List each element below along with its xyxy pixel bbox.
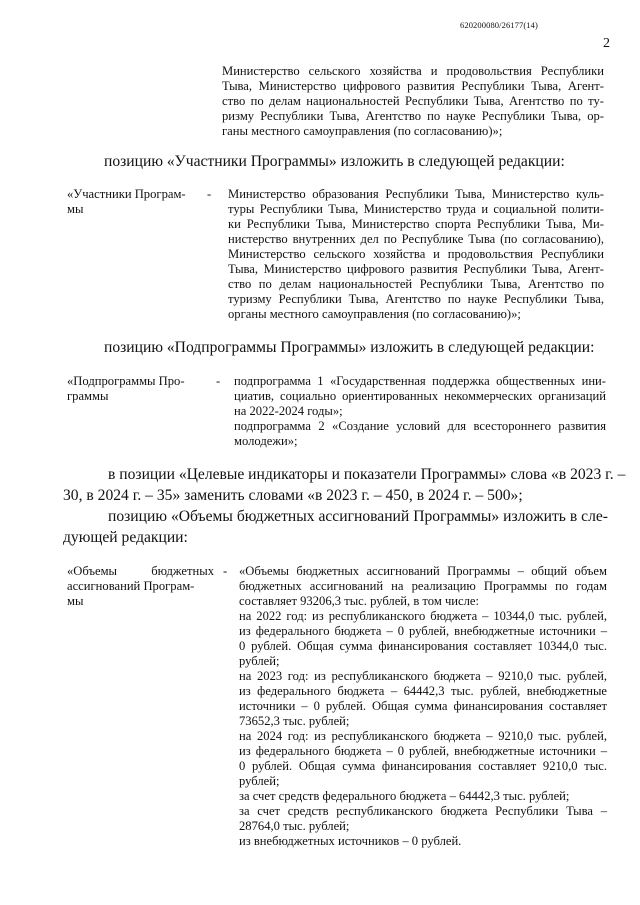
paragraph-indicators-line-1: в позиции «Целевые индикаторы и показатели Программы» слова «в 2023 г. – [108,466,626,483]
block1-line-5: ганы местного самоуправления (по согласованию)»; [222,124,503,138]
budget-line-13: из федерального бюджета – 0 рублей, внебюджетные источники – [239,744,607,758]
subprograms-label-line-2: граммы [67,389,109,403]
subprograms-dash: - [216,374,221,388]
subprograms-line-5: молодежи»; [234,434,298,448]
participants-line-3: ки Республики Тыва, Министерство спорта Республики Тыва, Ми- [228,217,604,231]
participants-label-line-2: мы [67,202,84,216]
budget-line-10: источники – 0 рублей. Общая сумма финансирования составляет [239,699,607,713]
subprograms-label-line-1: «Подпрограммы Про- [67,374,185,388]
budget-label-line-3: мы [67,594,84,608]
participants-line-8: туризму Республики Тыва, Агентство по науке Республики Тыва, [228,292,604,306]
document-number: 620200080/26177(14) [460,20,538,30]
subprograms-line-2: циатив, социально ориентированных некоммерческих организаций [234,389,606,403]
budget-line-18: 28764,0 тыс. рублей; [239,819,350,833]
participants-line-7: ство по делам национальностей Республики Тыва, Агентство по [228,277,604,291]
subprograms-line-4: подпрограмма 2 «Создание условий для всестороннего развития [234,419,606,433]
budget-line-9: из федерального бюджета – 64442,3 тыс. рублей, внебюджетные [239,684,607,698]
budget-line-19: из внебюджетных источников – 0 рублей. [239,834,462,848]
participants-line-1: Министерство образования Республики Тыва, Министерство куль- [228,187,604,201]
page-number: 2 [603,36,610,51]
budget-line-6: 0 рублей. Общая сумма финансирования составляет 10344,0 тыс. [239,639,607,653]
block1-line-1: Министерство сельского хозяйства и продовольствия Республики [222,64,604,78]
budget-line-16: за счет средств федерального бюджета – 64442,3 тыс. рублей; [239,789,570,803]
budget-label-line-2: ассигнований Програм- [67,579,195,593]
paragraph-budget-intro-line-2: дующей редакции: [63,529,188,546]
budget-line-2: бюджетных ассигнований на реализацию Программы по годам [239,579,607,593]
budget-line-12: на 2024 год: из республиканского бюджета – 9210,0 тыс. рублей, [239,729,607,743]
block1-line-3: ство по делам национальностей Республики Тыва, Агентство по ту- [222,94,604,108]
budget-line-1: «Объемы бюджетных ассигнований Программы – общий объем [239,564,607,578]
budget-line-5: из федерального бюджета – 0 рублей, внебюджетные источники – [239,624,607,638]
participants-line-5: Министерство сельского хозяйства и продовольствия Республики [228,247,604,261]
budget-line-11: 73652,3 тыс. рублей; [239,714,350,728]
paragraph-participants-intro: позицию «Участники Программы» изложить в следующей редакции: [104,153,565,170]
paragraph-subprograms-intro: позицию «Подпрограммы Программы» изложить в следующей редакции: [104,339,595,356]
budget-line-14: 0 рублей. Общая сумма финансирования составляет 9210,0 тыс. [239,759,607,773]
participants-dash: - [207,187,212,201]
participants-line-4: нистерство внутренних дел по Республике Тыва (по согласованию), [228,232,604,246]
block1-line-4: ризму Республики Тыва, Агентство по науке Республики Тыва, ор- [222,109,604,123]
budget-line-17: за счет средств республиканского бюджета Республики Тыва – [239,804,607,818]
participants-line-9: органы местного самоуправления (по согласованию)»; [228,307,521,321]
participants-label-line-1: «Участники Програм- [67,187,186,201]
budget-line-8: на 2023 год: из республиканского бюджета – 9210,0 тыс. рублей, [239,669,607,683]
block1-line-2: Тыва, Министерство цифрового развития Республики Тыва, Агент- [222,79,604,93]
subprograms-line-1: подпрограмма 1 «Государственная поддержка общественных ини- [234,374,606,388]
budget-line-3: составляет 93206,3 тыс. рублей, в том числе: [239,594,479,608]
paragraph-indicators-line-2: 30, в 2024 г. – 35» заменить словами «в 2023 г. – 450, в 2024 г. – 500»; [63,487,523,504]
participants-line-2: туры Республики Тыва, Министерство труда и социальной полити- [228,202,604,216]
subprograms-line-3: на 2022-2024 годы»; [234,404,343,418]
budget-dash: - [223,564,228,578]
budget-line-15: рублей; [239,774,280,788]
participants-line-6: Тыва, Министерство цифрового развития Республики Тыва, Агент- [228,262,604,276]
budget-label-line-1: «Объемы бюджетных [67,564,214,578]
paragraph-budget-intro-line-1: позицию «Объемы бюджетных ассигнований Программы» изложить в сле- [108,508,608,525]
budget-line-4: на 2022 год: из республиканского бюджета – 10344,0 тыс. рублей, [239,609,607,623]
budget-line-7: рублей; [239,654,280,668]
